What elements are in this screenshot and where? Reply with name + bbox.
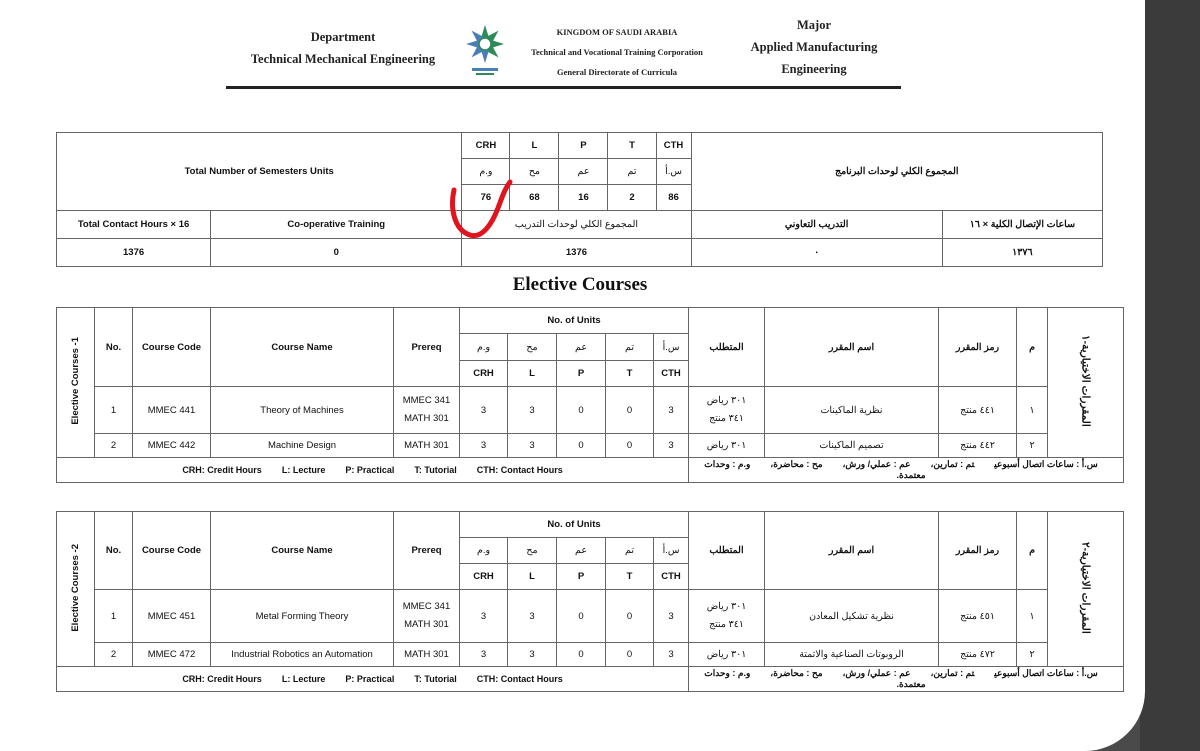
course-name: Metal Forming Theory [211, 590, 394, 643]
course-cth: 3 [654, 643, 689, 667]
course-name: Industrial Robotics an Automation [211, 643, 394, 667]
table-row [57, 590, 1124, 643]
unit-sub-cth: CTH [654, 361, 689, 387]
unit-sub-cth: CTH [654, 564, 689, 590]
unit-value-t: 2 [608, 185, 656, 211]
col-header-no-ar: م [1017, 512, 1048, 590]
course-no: 2 [95, 643, 133, 667]
legend-ar: س.أ : ساعات اتصال أسبوعيتم : تمارين،عم : عملي/ ورش،مح : محاضرة،و.م : وحدات معتمدة. [689, 667, 1124, 692]
course-code-ar: ٤٧٢ منتج [939, 643, 1017, 667]
course-name-ar: تصميم الماكينات [765, 434, 939, 458]
tvtc-logo-icon [462, 22, 508, 78]
elective-group-2-table [56, 511, 1124, 692]
training-units-value: 1376 [462, 239, 691, 267]
course-name: Machine Design [211, 434, 394, 458]
col-header-prereq-ar: المتطلب [689, 308, 765, 387]
course-crh: 3 [460, 590, 508, 643]
course-no: 1 [95, 590, 133, 643]
col-header-prereq: Prereq [394, 308, 460, 387]
course-code: MMEC 451 [133, 590, 211, 643]
col-header-course-name-ar: اسم المقرر [765, 308, 939, 387]
course-t: 0 [606, 590, 654, 643]
course-no-ar: ١ [1017, 590, 1048, 643]
course-cth: 3 [654, 590, 689, 643]
unit-header-l-ar: مح [510, 159, 559, 185]
unit-sub-l-ar: مح [508, 538, 557, 564]
unit-sub-crh-ar: و.م [460, 334, 508, 361]
unit-value-cth: 86 [656, 185, 691, 211]
group-1-label: Elective Courses -1 [57, 308, 95, 458]
legend-ar: س.أ : ساعات اتصال أسبوعيتم : تمارين،عم : عملي/ ورش،مح : محاضرة،و.م : وحدات معتمدة. [689, 458, 1124, 483]
org-name: Technical and Vocational Training Corporation [531, 47, 703, 57]
major-header [744, 14, 884, 80]
header-divider [226, 86, 901, 89]
course-prereq-ar: ٣٠١ رياض [689, 434, 765, 458]
org-directorate: General Directorate of Curricula [557, 67, 677, 77]
course-no-ar: ٢ [1017, 643, 1048, 667]
unit-header-crh-ar: و.م [462, 159, 510, 185]
coop-training-label: Co-operative Training [211, 211, 462, 239]
major-name-line2: Engineering [781, 62, 847, 76]
col-header-course-name: Course Name [211, 308, 394, 387]
unit-sub-p: P [557, 361, 606, 387]
major-name-line1: Applied Manufacturing [750, 40, 878, 54]
course-t: 0 [606, 387, 654, 434]
backdrop-right [1140, 0, 1200, 751]
col-header-course-code: Course Code [133, 308, 211, 387]
course-l: 3 [508, 590, 557, 643]
contact-hours-value-ar: ١٣٧٦ [942, 239, 1102, 267]
course-prereq: MMEC 341 MATH 301 [394, 590, 460, 643]
unit-header-t-ar: تم [608, 159, 656, 185]
unit-sub-l: L [508, 361, 557, 387]
course-crh: 3 [460, 643, 508, 667]
legend-en: CRH: Credit Hours L: Lecture P: Practical T: Tutorial CTH: Contact Hours [57, 667, 689, 692]
course-name-ar: نظرية الماكينات [765, 387, 939, 434]
department-name: Technical Mechanical Engineering [250, 52, 436, 66]
unit-header-cth: CTH [656, 133, 691, 159]
col-header-prereq: Prereq [394, 512, 460, 590]
unit-sub-p-ar: عم [557, 334, 606, 361]
table-row [57, 643, 1124, 667]
legend-en: CRH: Credit Hours L: Lecture P: Practical T: Tutorial CTH: Contact Hours [57, 458, 689, 483]
course-p: 0 [557, 590, 606, 643]
course-code-ar: ٤٥١ منتج [939, 590, 1017, 643]
table-row [57, 434, 1124, 458]
unit-header-cth-ar: س.أ [656, 159, 691, 185]
unit-sub-p: P [557, 564, 606, 590]
col-header-course-code: Course Code [133, 512, 211, 590]
course-code-ar: ٤٤٢ منتج [939, 434, 1017, 458]
col-header-no-of-units: No. of Units [460, 308, 689, 334]
col-header-course-code-ar: رمز المقرر [939, 308, 1017, 387]
course-cth: 3 [654, 434, 689, 458]
course-l: 3 [508, 387, 557, 434]
department-label: Department [310, 30, 376, 44]
course-prereq-ar: ٣٠١ رياض ٣٤١ منتج [689, 590, 765, 643]
course-l: 3 [508, 434, 557, 458]
course-t: 0 [606, 643, 654, 667]
course-cth: 3 [654, 387, 689, 434]
major-label: Major [796, 18, 831, 32]
elective-group-1-table [56, 307, 1124, 483]
contact-hours-label: Total Contact Hours × 16 [57, 211, 211, 239]
course-prereq: MATH 301 [394, 643, 460, 667]
contact-hours-value: 1376 [57, 239, 211, 267]
course-prereq: MMEC 341 MATH 301 [394, 387, 460, 434]
unit-sub-l: L [508, 564, 557, 590]
col-header-course-name-ar: اسم المقرر [765, 512, 939, 590]
col-header-no: No. [95, 308, 133, 387]
unit-sub-p-ar: عم [557, 538, 606, 564]
col-header-course-name: Course Name [211, 512, 394, 590]
course-crh: 3 [460, 387, 508, 434]
course-crh: 3 [460, 434, 508, 458]
total-units-label-ar: المجموع الكلي لوحدات البرنامج [691, 133, 1102, 211]
group-2-label: Elective Courses -2 [57, 512, 95, 667]
unit-header-p: P [559, 133, 608, 159]
course-code-ar: ٤٤١ منتج [939, 387, 1017, 434]
group-2-label-ar: المقررات الاختيارية-٢ [1048, 512, 1124, 667]
col-header-prereq-ar: المتطلب [689, 512, 765, 590]
unit-header-crh: CRH [462, 133, 510, 159]
unit-sub-cth-ar: س.أ [654, 538, 689, 564]
course-name-ar: نظرية تشكيل المعادن [765, 590, 939, 643]
course-name: Theory of Machines [211, 387, 394, 434]
unit-sub-crh: CRH [460, 361, 508, 387]
course-t: 0 [606, 434, 654, 458]
unit-value-l: 68 [510, 185, 559, 211]
department-header [238, 26, 448, 70]
unit-header-p-ar: عم [559, 159, 608, 185]
course-p: 0 [557, 434, 606, 458]
course-code: MMEC 472 [133, 643, 211, 667]
course-code: MMEC 441 [133, 387, 211, 434]
coop-training-value: 0 [211, 239, 462, 267]
col-header-no-ar: م [1017, 308, 1048, 387]
course-no-ar: ١ [1017, 387, 1048, 434]
unit-sub-t-ar: تم [606, 334, 654, 361]
unit-header-t: T [608, 133, 656, 159]
unit-value-crh: 76 [462, 185, 510, 211]
course-p: 0 [557, 387, 606, 434]
unit-sub-crh-ar: و.م [460, 538, 508, 564]
org-country: KINGDOM OF SAUDI ARABIA [556, 27, 678, 37]
unit-value-p: 16 [559, 185, 608, 211]
col-header-no-of-units: No. of Units [460, 512, 689, 538]
course-prereq: MATH 301 [394, 434, 460, 458]
course-no-ar: ٢ [1017, 434, 1048, 458]
unit-header-l: L [510, 133, 559, 159]
coop-training-value-ar: ٠ [691, 239, 942, 267]
course-no: 2 [95, 434, 133, 458]
unit-sub-t: T [606, 564, 654, 590]
course-l: 3 [508, 643, 557, 667]
unit-sub-cth-ar: س.أ [654, 334, 689, 361]
coop-training-label-ar: التدريب التعاوني [691, 211, 942, 239]
course-code: MMEC 442 [133, 434, 211, 458]
unit-sub-t: T [606, 361, 654, 387]
col-header-no: No. [95, 512, 133, 590]
course-p: 0 [557, 643, 606, 667]
course-no: 1 [95, 387, 133, 434]
total-units-label: Total Number of Semesters Units [57, 133, 462, 211]
unit-sub-t-ar: تم [606, 538, 654, 564]
unit-sub-crh: CRH [460, 564, 508, 590]
elective-courses-title: Elective Courses [512, 274, 648, 295]
semester-units-summary-table [56, 132, 1103, 267]
course-prereq-ar: ٣٠١ رياض ٣٤١ منتج [689, 387, 765, 434]
course-name-ar: الروبوتات الصناعية والاتمتة [765, 643, 939, 667]
col-header-course-code-ar: رمز المقرر [939, 512, 1017, 590]
table-row [57, 387, 1124, 434]
training-units-label-ar: المجموع الكلي لوحدات التدريب [462, 211, 691, 239]
unit-sub-l-ar: مح [508, 334, 557, 361]
organization-header [512, 22, 722, 82]
course-prereq-ar: ٣٠١ رياض [689, 643, 765, 667]
group-1-label-ar: المقررات الاختيارية-١ [1048, 308, 1124, 458]
contact-hours-label-ar: ساعات الإتصال الكلية × ١٦ [942, 211, 1102, 239]
